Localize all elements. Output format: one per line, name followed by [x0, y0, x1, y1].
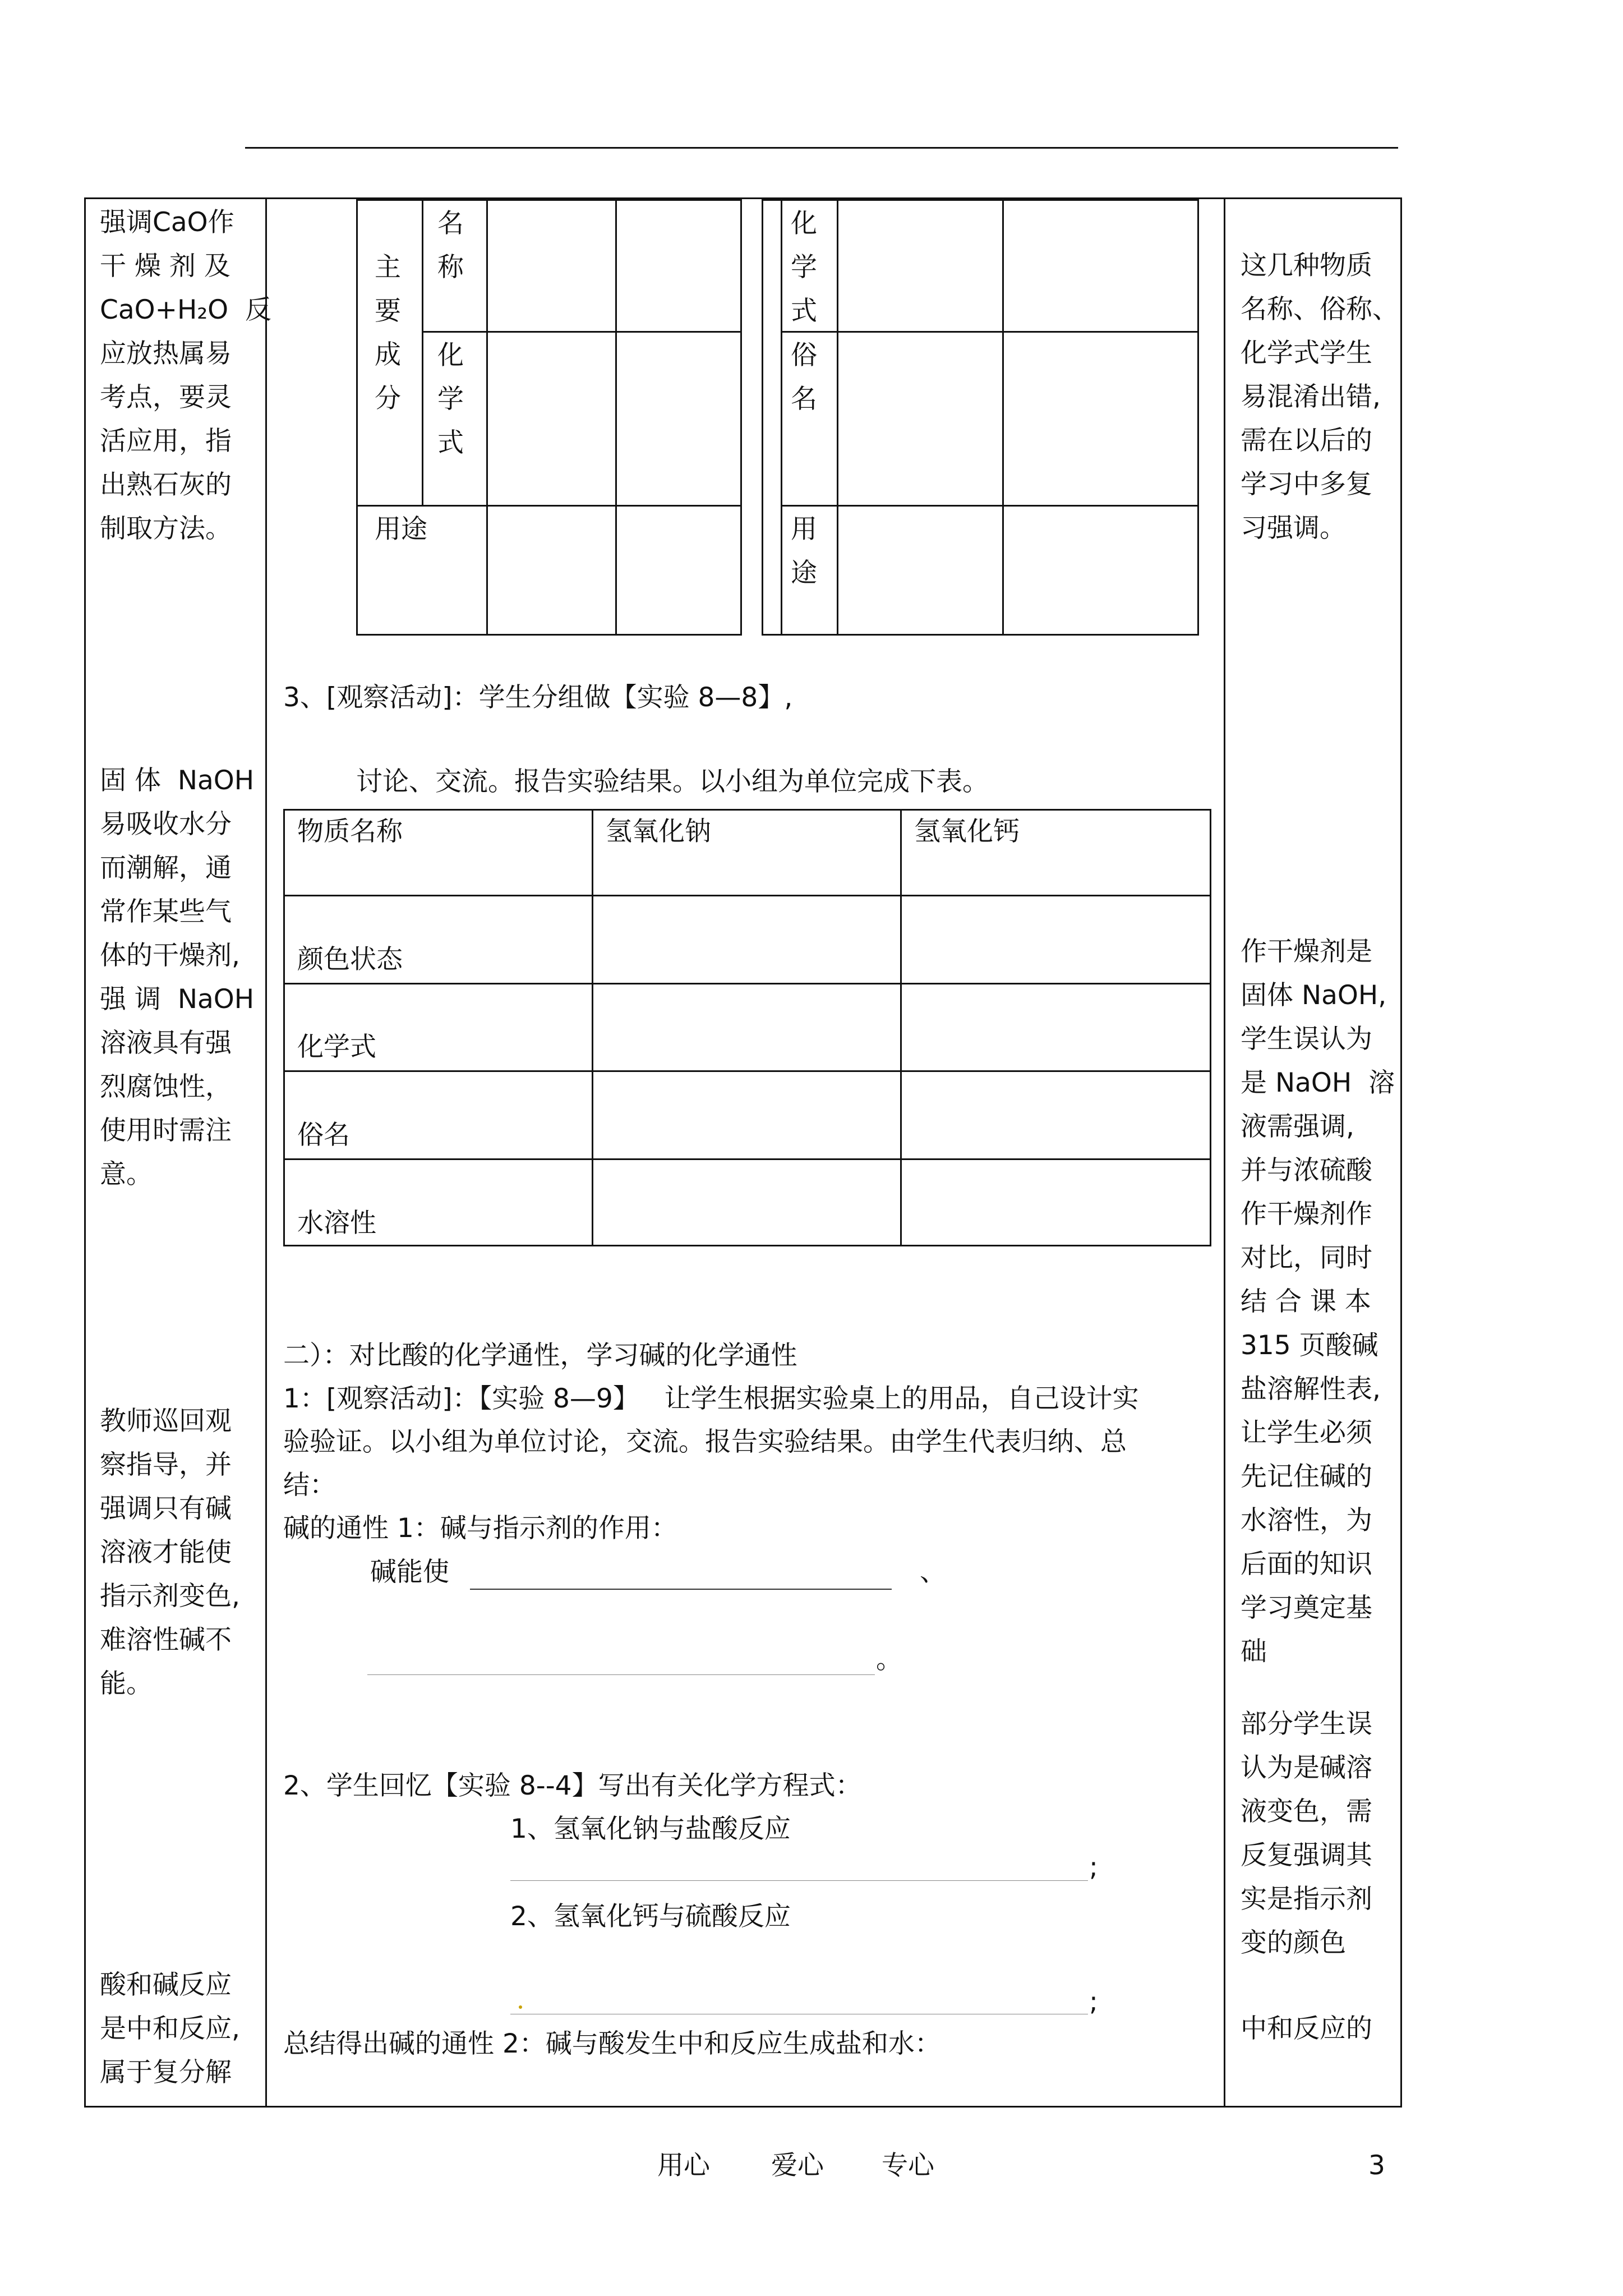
- grid-line: [283, 983, 1211, 984]
- note-line: 易混淆出错,: [1241, 381, 1381, 412]
- reaction-prompt: 1、氢氧化钠与盐酸反应: [510, 1814, 791, 1844]
- note-line: 活应用，指: [100, 426, 232, 457]
- note-line: 学习中多复: [1241, 469, 1372, 500]
- note-line: 干 燥 剂 及: [100, 251, 230, 282]
- note-line: 作干燥剂是: [1241, 936, 1372, 967]
- footer-motto-item: 爱心: [771, 2150, 824, 2181]
- section3-instructions: 讨论、交流。报告实验结果。以小组为单位完成下表。: [356, 766, 989, 797]
- grid-line: [781, 331, 1199, 333]
- label-char: 途: [791, 558, 817, 588]
- label-char: 化: [437, 340, 464, 371]
- grid-line: [592, 809, 593, 1246]
- right-note-neutralization: [1241, 2007, 1372, 2051]
- right-note-indicator: [1241, 1703, 1372, 1965]
- recall-question: 2、学生回忆【实验 8--4】写出有关化学方程式：: [283, 1770, 862, 1801]
- compare-row-label: 颜色状态: [297, 944, 403, 975]
- note-line: 考点，要灵: [100, 382, 232, 413]
- note-line: 习强调。: [1241, 513, 1346, 544]
- name-label: [437, 202, 464, 289]
- note-line: 学生误认为: [1241, 1024, 1372, 1055]
- note-line: 让学生必须: [1241, 1418, 1372, 1448]
- note-line: 使用时需注: [100, 1115, 232, 1146]
- note-line: 酸和碱反应: [100, 1970, 232, 2000]
- note-line: 应放热属易: [100, 338, 232, 369]
- note-line: 是中和反应,: [100, 2013, 240, 2044]
- section-two-paragraph: 1：[观察活动]：【实验 8—9】 让学生根据实验桌上的用品，自己设计实: [283, 1383, 1139, 1414]
- components-table-left: [356, 199, 742, 636]
- blank-end-mark: 。: [876, 1644, 902, 1675]
- note-line: 是 NaOH 溶: [1241, 1068, 1395, 1098]
- right-column-divider: [1224, 197, 1225, 2108]
- note-line: 溶液具有强: [100, 1028, 232, 1059]
- note-line: 先记住碱的: [1241, 1461, 1372, 1492]
- footer-motto-item: 用心: [657, 2150, 710, 2181]
- note-line: 难溶性碱不: [100, 1625, 232, 1655]
- blank-end-mark: ;: [1089, 1852, 1098, 1883]
- note-line: 对比，同时: [1241, 1243, 1372, 1273]
- label-char: 学: [791, 252, 817, 283]
- note-line: 强 调 NaOH: [100, 984, 255, 1015]
- use-label: 用途: [375, 514, 427, 545]
- note-line: 出熟石灰的: [100, 470, 232, 500]
- note-line: 并与浓硫酸: [1241, 1155, 1372, 1186]
- note-line: 制取方法。: [100, 513, 232, 544]
- note-line: 结 合 课 本: [1241, 1286, 1371, 1317]
- note-line: 教师巡回观: [100, 1406, 232, 1437]
- section3-title: 3、[观察活动]：学生分组做【实验 8—8】,: [283, 682, 793, 713]
- note-line: 液需强调,: [1241, 1111, 1354, 1142]
- label-char: 用: [791, 514, 817, 545]
- note-line: 中和反应的: [1241, 2013, 1372, 2044]
- right-note-confusion: [1241, 244, 1399, 550]
- base-property-2: 总结得出碱的通性 2：碱与酸发生中和反应生成盐和水：: [283, 2028, 941, 2059]
- grid-line: [781, 505, 1199, 507]
- main-components-label: [375, 246, 401, 421]
- components-table-right: [762, 199, 1199, 636]
- note-line: 液变色，需: [1241, 1796, 1372, 1827]
- note-line: 认为是碱溶: [1241, 1752, 1372, 1783]
- compare-table-frame: [283, 809, 1211, 1246]
- grid-line: [356, 505, 742, 507]
- label-char: 学: [437, 384, 464, 415]
- blank-separator: 、: [920, 1557, 946, 1588]
- header-rule: [245, 147, 1398, 149]
- grid-line: [486, 199, 488, 636]
- answer-blank[interactable]: [367, 1674, 875, 1675]
- note-line: 易吸收水分: [100, 809, 232, 840]
- note-line: 强调CaO作: [100, 207, 234, 238]
- left-note-naoh: [100, 759, 254, 1197]
- label-char: 名: [437, 208, 464, 239]
- left-note-cao: [100, 201, 271, 551]
- compare-row-label: 化学式: [297, 1032, 376, 1062]
- section-two-title: 二）：对比酸的化学通性，学习碱的化学通性: [283, 1340, 797, 1371]
- note-line: 需在以后的: [1241, 425, 1372, 456]
- section-two-paragraph: 验验证。以小组为单位讨论，交流。报告实验结果。由学生代表归纳、总: [283, 1427, 1127, 1457]
- right-use-label: [791, 508, 817, 595]
- grid-line: [422, 199, 423, 505]
- note-line: 作干燥剂作: [1241, 1199, 1372, 1230]
- grid-line: [1002, 199, 1004, 636]
- grid-line: [615, 199, 617, 636]
- reaction-prompt: 2、氢氧化钙与硫酸反应: [510, 1901, 791, 1932]
- note-line: 指示剂变色,: [100, 1581, 240, 1612]
- grid-line: [283, 1070, 1211, 1072]
- right-formula-label: [791, 202, 817, 333]
- label-char: 式: [437, 427, 464, 458]
- note-line: 固 体 NaOH: [100, 765, 255, 796]
- blank-end-mark: ;: [1089, 1986, 1098, 2017]
- compare-row-label: 水溶性: [297, 1208, 376, 1239]
- grid-line: [283, 895, 1211, 896]
- compare-header: 氢氧化钙: [914, 816, 1020, 847]
- left-note-neutralization: [100, 1963, 240, 2095]
- note-line: 固体 NaOH,: [1241, 980, 1387, 1011]
- note-line: 变的颜色: [1241, 1927, 1346, 1958]
- note-line: 属于复分解: [100, 2057, 232, 2088]
- note-line: 这几种物质: [1241, 250, 1372, 281]
- label-char: 化: [791, 208, 817, 239]
- indicator-prompt: 碱能使: [370, 1557, 449, 1588]
- grid-line: [283, 1158, 1211, 1160]
- grid-line: [837, 199, 838, 636]
- note-line: 强调只有碱: [100, 1493, 232, 1524]
- note-line: 水溶性，为: [1241, 1505, 1372, 1536]
- note-line: 学习奠定基: [1241, 1593, 1372, 1623]
- note-line: 反复强调其: [1241, 1840, 1372, 1871]
- note-line: 体的干燥剂,: [100, 940, 240, 971]
- right-note-drying-agent: [1241, 930, 1395, 1674]
- compare-header: 氢氧化钠: [606, 816, 711, 847]
- answer-blank[interactable]: [510, 1880, 1088, 1881]
- label-char: 成: [375, 339, 401, 370]
- label-char: 名: [791, 384, 817, 415]
- note-line: 能。: [100, 1668, 153, 1699]
- label-char: 俗: [791, 340, 817, 371]
- compare-row-label: 俗名: [297, 1120, 350, 1151]
- note-line: 实是指示剂: [1241, 1884, 1372, 1915]
- note-line: 常作某些气: [100, 896, 232, 927]
- formula-label: [437, 334, 464, 465]
- note-line: 溶液才能使: [100, 1537, 232, 1568]
- page-number: 3: [1368, 2150, 1385, 2181]
- note-line: 盐溶解性表,: [1241, 1374, 1381, 1405]
- note-line: CaO+H₂O 反: [100, 295, 272, 325]
- section-two-paragraph: 结：: [283, 1470, 336, 1501]
- answer-blank[interactable]: [470, 1589, 892, 1590]
- note-line: 化学式学生: [1241, 338, 1372, 369]
- label-char: 主: [375, 252, 401, 283]
- label-char: 要: [375, 296, 401, 326]
- right-common-name-label: [791, 334, 817, 421]
- note-line: 础: [1241, 1636, 1267, 1667]
- left-note-indicator: [100, 1400, 240, 1706]
- grid-line: [422, 331, 742, 333]
- footer-motto-item: 专心: [882, 2150, 934, 2181]
- grid-line: [900, 809, 902, 1246]
- base-property-1: 碱的通性 1：碱与指示剂的作用：: [283, 1513, 677, 1544]
- grid-line: [781, 199, 782, 636]
- compare-header: 物质名称: [297, 816, 403, 847]
- note-line: 意。: [100, 1159, 153, 1190]
- label-char: 称: [437, 252, 464, 283]
- note-line: 后面的知识: [1241, 1549, 1372, 1580]
- note-line: 烈腐蚀性，: [100, 1071, 232, 1102]
- note-line: 察指导，并: [100, 1450, 232, 1480]
- label-char: 式: [791, 296, 817, 326]
- note-line: 名称、俗称、: [1241, 294, 1399, 325]
- note-line: 而潮解，通: [100, 853, 232, 884]
- note-line: 315 页酸碱: [1241, 1330, 1378, 1361]
- label-char: 分: [375, 383, 401, 414]
- note-line: 部分学生误: [1241, 1709, 1372, 1740]
- stray-mark: [519, 2005, 522, 2009]
